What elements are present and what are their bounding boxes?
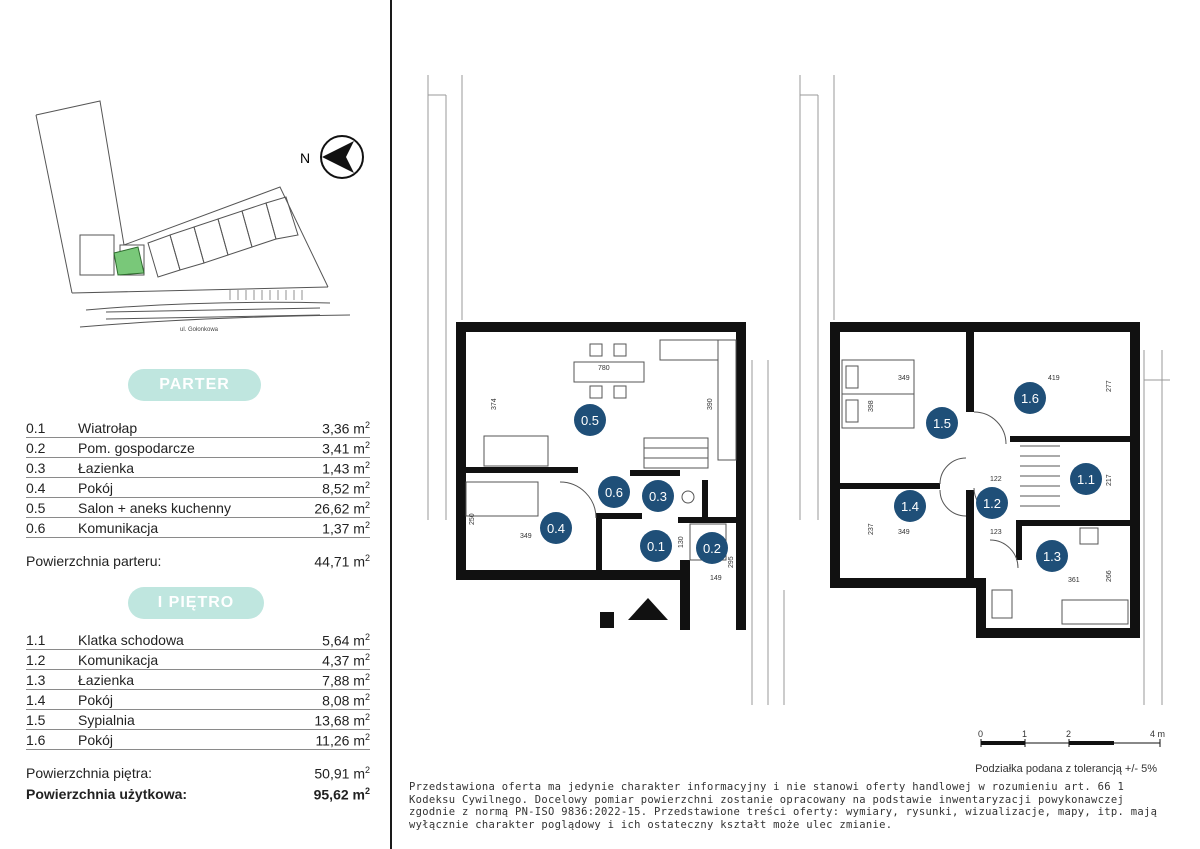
room-number: 1.5	[26, 712, 46, 728]
gf-dim: 349	[520, 533, 532, 540]
room-row	[26, 478, 370, 498]
north-arrow-icon	[322, 141, 354, 173]
usable-area	[26, 786, 370, 803]
row-divider	[26, 537, 370, 538]
room-marker-label: 1.6	[1020, 391, 1040, 406]
room-marker-label: 0.2	[702, 541, 722, 556]
room-area: 8,52 $m^2$	[322, 479, 370, 497]
room-marker-label: 0.5	[580, 413, 600, 428]
room-marker-label: 1.2	[982, 496, 1002, 511]
room-number: 0.3	[26, 460, 46, 476]
ff-dim: 398	[868, 400, 875, 412]
room-number: 0.4	[26, 480, 46, 496]
room-area: 4,37 $m^2$	[322, 651, 370, 669]
ff-dim: 237	[868, 523, 875, 535]
ff-dim: 349	[898, 529, 910, 536]
room-marker-label: 1.1	[1076, 472, 1096, 487]
room-number: 0.5	[26, 500, 46, 516]
room-marker-label: 0.3	[648, 489, 668, 504]
row-divider	[26, 749, 370, 750]
ff-dim: 217	[1106, 474, 1113, 486]
ff-dim: 123	[990, 529, 1002, 536]
gf-dim: 780	[598, 365, 610, 372]
room-number: 0.1	[26, 420, 46, 436]
parter-total-value: 44,71 $m^2$	[314, 553, 370, 570]
room-marker-label: 0.4	[546, 521, 566, 536]
entrance-arrow-icon	[628, 598, 668, 620]
scale-tick: 4 m	[1150, 729, 1166, 739]
pietro-heading: I PIĘTRO	[128, 587, 264, 619]
room-row	[26, 438, 370, 458]
floor-plans	[392, 0, 1200, 780]
parter-total-label: Powierzchnia parteru:	[26, 553, 162, 569]
gf-dim: 374	[491, 398, 498, 410]
room-row	[26, 458, 370, 478]
pietro-total-value: 50,91 $m^2$	[314, 765, 370, 782]
room-row	[26, 690, 370, 710]
room-number: 1.2	[26, 652, 46, 668]
scale-tick: 2	[1066, 729, 1072, 739]
parter-heading: PARTER	[128, 369, 261, 401]
usable-area-label: Powierzchnia użytkowa:	[26, 786, 188, 802]
ff-dim: 361	[1068, 577, 1080, 584]
scale-tick: 1	[1022, 729, 1028, 739]
pietro-total-label: Powierzchnia piętra:	[26, 765, 153, 781]
room-marker-label: 1.3	[1042, 549, 1062, 564]
room-marker-label: 0.1	[646, 539, 666, 554]
highlighted-unit	[114, 247, 144, 275]
disclaimer: Przedstawiona oferta ma jedynie charakter informacyjny i nie stanowi oferty handlowej w rozumieniu art. 66 1 Kodeksu Cywilnego. Docelowy pomiar powierzchni zostanie opracowany na podstawie inwentaryzacji powykonawczej zgodnie z normą PN-ISO 9836:2022-15. Przedstawione treści oferty: wymiary, rysunki, wizualizacje, mapy, itp. mają wyłącznie charakter poglądowy i ich ostateczny kształt może ulec zmianie.	[409, 781, 1158, 831]
room-area: 1,43 $m^2$	[322, 459, 370, 477]
scale-caption: Podziałka podana z tolerancją +/- 5%	[975, 763, 1157, 775]
room-name: Łazienka	[78, 672, 135, 688]
room-area: 26,62 $m^2$	[314, 499, 370, 517]
room-number: 1.4	[26, 692, 46, 708]
ff-dim: 122	[990, 476, 1002, 483]
room-area: 13,68 $m^2$	[314, 711, 370, 729]
room-area: 3,41 $m^2$	[322, 439, 370, 457]
parter-total	[26, 553, 370, 570]
room-name: Sypialnia	[78, 712, 135, 728]
room-number: 1.3	[26, 672, 46, 688]
site-plan	[20, 95, 380, 350]
room-number: 0.2	[26, 440, 46, 456]
room-number: 1.1	[26, 632, 46, 648]
room-name: Wiatrołap	[78, 420, 138, 436]
gf-dim: 295	[728, 556, 735, 568]
room-row	[26, 418, 370, 438]
gf-dim: 130	[678, 536, 685, 548]
room-name: Komunikacja	[78, 652, 159, 668]
room-row	[26, 650, 370, 670]
room-row	[26, 670, 370, 690]
room-area: 1,37 $m^2$	[322, 519, 370, 537]
room-name: Komunikacja	[78, 520, 159, 536]
room-name: Pokój	[78, 732, 114, 748]
ff-dim: 277	[1106, 380, 1113, 392]
room-row	[26, 710, 370, 730]
gf-dim: 390	[707, 398, 714, 410]
pietro-total	[26, 765, 370, 782]
room-name: Łazienka	[78, 460, 135, 476]
gf-dim: 250	[469, 513, 476, 525]
room-name: Klatka schodowa	[78, 632, 184, 648]
room-name: Pokój	[78, 480, 114, 496]
room-area: 7,88 $m^2$	[322, 671, 370, 689]
room-area: 3,36 $m^2$	[322, 419, 370, 437]
room-marker-label: 1.5	[932, 416, 952, 431]
ff-dim: 349	[898, 375, 910, 382]
room-name: Salon + aneks kuchenny	[78, 500, 231, 516]
room-row	[26, 518, 370, 538]
room-area: 8,08 $m^2$	[322, 691, 370, 709]
room-area: 5,64 $m^2$	[322, 631, 370, 649]
room-row	[26, 498, 370, 518]
room-marker-label: 0.6	[604, 485, 624, 500]
north-label: N	[300, 150, 311, 166]
ff-dim: 266	[1106, 570, 1113, 582]
room-marker-label: 1.4	[900, 499, 920, 514]
usable-area-value: 95,62 $m^2$	[313, 786, 370, 803]
room-row	[26, 630, 370, 650]
room-area: 11,26 $m^2$	[315, 731, 370, 749]
ff-dim: 419	[1048, 375, 1060, 382]
street-label: ul. Gołonkowa	[180, 327, 219, 333]
room-name: Pokój	[78, 692, 114, 708]
scale-tick: 0	[978, 729, 984, 739]
room-number: 0.6	[26, 520, 46, 536]
room-number: 1.6	[26, 732, 46, 748]
gf-dim: 149	[710, 575, 722, 582]
room-name: Pom. gospodarcze	[78, 440, 195, 456]
room-row	[26, 730, 370, 750]
